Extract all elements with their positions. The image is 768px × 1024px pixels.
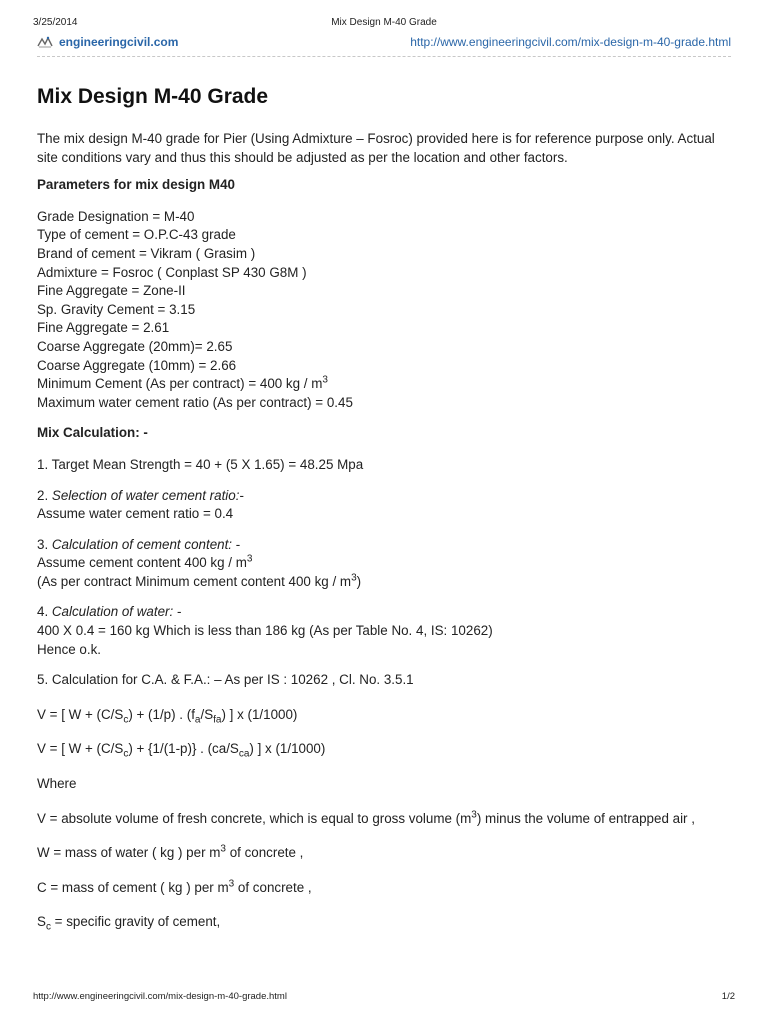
print-date: 3/25/2014 <box>33 17 78 28</box>
step-3: 3. Calculation of cement content: - Assume cement content 400 kg / $m^3$ (As per contract Minimum cement content 400 kg / $m^3$) <box>37 536 362 589</box>
formula-2: V = [ $W + (C/S_c) + \{1/(1-p)\}$ . $(ca/S_{ca})$ ] x (1/1000) <box>37 741 326 761</box>
footer-url: http://www.engineeringcivil.com/mix-design-m-40-grade.html <box>33 991 287 1002</box>
params-heading: Parameters for mix design M40 <box>37 177 235 193</box>
article-body <box>37 84 737 948</box>
site-logo[interactable] <box>37 35 178 49</box>
where-label: Where <box>37 776 77 792</box>
step-4: 4. Calculation of water: - 400 X 0.4 = 160 kg Which is less than 186 kg (As per Table No. 4, IS: 10262) Hence o.k. <box>37 604 493 657</box>
header-divider <box>37 56 731 57</box>
step-5: 5. Calculation for C.A. & F.A.: – As per IS : 10262 , Cl. No. 3.5.1 <box>37 672 414 688</box>
site-url-link[interactable]: http://www.engineeringcivil.com/mix-design-m-40-grade.html <box>410 35 731 49</box>
site-bar <box>37 34 731 54</box>
param-item: Coarse Aggregate (20mm)= 2.65 <box>37 338 233 354</box>
param-item: Coarse Aggregate (10mm) = 2.66 <box>37 357 237 373</box>
intro-paragraph: The mix design M-40 grade for Pier (Using Admixture – Fosroc) provided here is for reference purpose only. Actual site conditions vary and thus this should be adjusted as per the location and other factors. <box>37 131 715 165</box>
param-item-max-wc: Maximum water cement ratio (As per contract) = 0.45 <box>37 394 353 410</box>
param-item: Fine Aggregate = 2.61 <box>37 320 170 336</box>
calc-heading: Mix Calculation: - <box>37 425 148 441</box>
definition-v: V = absolute volume of fresh concrete, which is equal to gross volume $(m^3)$ minus the volume of entrapped air , <box>37 809 695 826</box>
definition-sc: $S_c$ = specific gravity of cement, <box>37 914 221 934</box>
print-footer <box>33 991 735 1003</box>
param-item: Fine Aggregate = Zone-II <box>37 283 186 299</box>
param-item: Sp. Gravity Cement = 3.15 <box>37 301 196 317</box>
param-item: Type of cement = O.P.C-43 grade <box>37 227 236 243</box>
params-list <box>37 208 737 413</box>
page-number: 1/2 <box>721 991 735 1002</box>
step-1: 1. Target Mean Strength = 40 + (5 X 1.65) = 48.25 Mpa <box>37 456 364 472</box>
param-item: Grade Designation = M-40 <box>37 208 195 224</box>
step-2: 2. Selection of water cement ratio:- Assume water cement ratio = 0.4 <box>37 487 244 522</box>
definition-w: W = mass of water ( kg ) per $m^3$ of concrete , <box>37 843 304 861</box>
site-logo-icon <box>37 36 53 48</box>
print-title: Mix Design M-40 Grade <box>331 17 437 28</box>
param-item: Admixture = Fosroc ( Conplast SP 430 G8M ) <box>37 264 307 280</box>
site-logo-text: engineeringcivil.com <box>59 35 179 49</box>
definition-c: C = mass of cement ( kg ) per $m^3$ of concrete , <box>37 878 312 895</box>
param-item: Brand of cement = Vikram ( Grasim ) <box>37 245 256 261</box>
formula-1: V = [ $W + (C/S_c) + (1/p)$ . $(f_a/S_{fa})$ ] x (1/1000) <box>37 706 298 726</box>
page-title: Mix Design M-40 Grade <box>37 85 269 108</box>
print-header <box>33 17 735 29</box>
param-item-min-cement: Minimum Cement (As per contract) = 400 kg / $m^3$ <box>37 374 328 392</box>
